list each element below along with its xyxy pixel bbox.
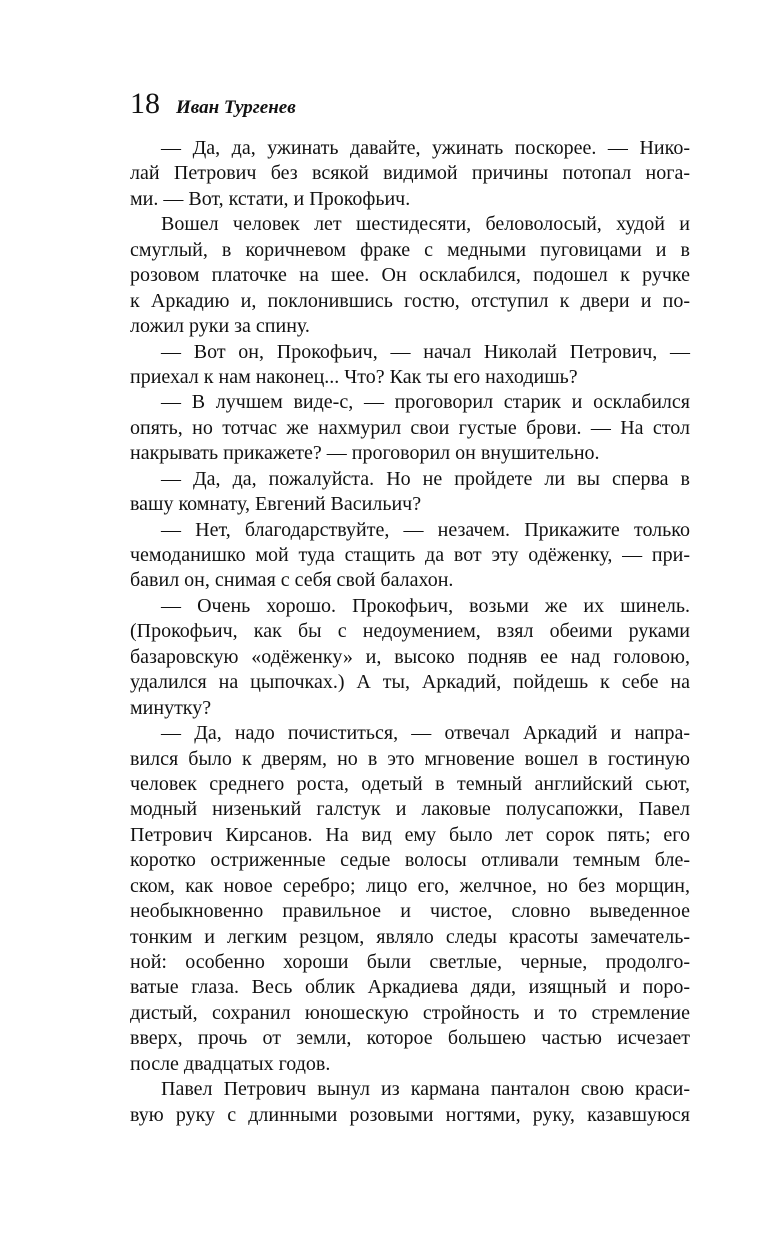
- text-line: тонким и легким резцом, являло следы красоты замечатель-: [130, 925, 690, 948]
- text-line: — Нет, благодарствуйте, — незачем. Прикажите только: [161, 518, 690, 541]
- text-line: — Вот он, Прокофьич, — начал Николай Петрович, —: [161, 340, 690, 363]
- text-line: необыкновенно правильное и чистое, словно выведенное: [130, 900, 690, 923]
- text-line: — Очень хорошо. Прокофьич, возьми же их шинель.: [161, 594, 690, 617]
- text-line: Петрович Кирсанов. На вид ему было лет сорок пять; его: [130, 823, 690, 846]
- running-title: Иван Тургенев: [176, 97, 296, 118]
- page-header: [130, 84, 296, 124]
- text-line: к Аркадию и, поклонившись гостю, отступил к двери и по-: [130, 289, 690, 312]
- text-line: чемоданишко мой туда стащить да вот эту одёженку, — при-: [130, 544, 690, 566]
- text-line: — Да, надо почиститься, — отвечал Аркадий и напра-: [161, 722, 690, 745]
- text-line: модный низенький галстук и лаковые полусапожки, Павел: [130, 798, 690, 821]
- text-line: вился было к дверям, но в это мгновение вошел в гостиную: [130, 747, 690, 770]
- text-line: человек среднего роста, одетый в темный английский сьют,: [130, 772, 690, 795]
- text-line: — Да, да, ужинать давайте, ужинать поскорее. — Нико-: [161, 137, 690, 159]
- text-line: минутку?: [130, 696, 212, 719]
- text-line: базаровскую «одёженку» и, высоко подняв ее над головою,: [130, 645, 690, 668]
- text-line: вашу комнату, Евгений Васильич?: [130, 493, 422, 516]
- text-line: Вошел человек лет шестидесяти, беловолосый, худой и: [161, 213, 690, 236]
- text-line: ной: особенно хороши были светлые, черные, продолго-: [130, 951, 690, 973]
- text-line: розовом платочке на шее. Он осклабился, подошел к ручке: [130, 264, 690, 287]
- page-number: 18: [130, 87, 160, 120]
- text-line: — В лучшем виде-с, — проговорил старик и осклабился: [161, 391, 690, 414]
- text-line: Павел Петрович вынул из кармана панталон свою краси-: [161, 1078, 690, 1101]
- text-line: после двадцатых годов.: [130, 1052, 331, 1075]
- text-line: ватые глаза. Весь облик Аркадиева дяди, изящный и поро-: [130, 976, 690, 999]
- text-line: смуглый, в коричневом фраке с медными пуговицами и в: [130, 238, 690, 261]
- text-line: вверх, прочь от земли, которое большею частью исчезает: [130, 1027, 690, 1050]
- text-line: бавил он, снимая с себя свой балахон.: [130, 569, 454, 592]
- text-line: лай Петрович без всякой видимой причины потопал нога-: [130, 162, 690, 185]
- text-line: накрывать прикажете? — проговорил он внушительно.: [130, 442, 600, 465]
- text-line: удалился на цыпочках.) А ты, Аркадий, пойдешь к себе на: [130, 671, 690, 694]
- text-line: ском, как новое серебро; лицо его, желчное, но без морщин,: [130, 874, 690, 897]
- text-line: вую руку с длинными розовыми ногтями, руку, казавшуюся: [130, 1103, 690, 1126]
- text-line: ми. — Вот, кстати, и Прокофьич.: [130, 187, 411, 210]
- text-line: (Прокофьич, как бы с недоумением, взял обеими руками: [130, 620, 690, 643]
- text-line: — Да, да, пожалуйста. Но не пройдете ли вы сперва в: [161, 467, 690, 490]
- text-line: дистый, сохранил юношескую стройность и то стремление: [130, 1001, 690, 1024]
- text-line: ложил руки за спину.: [130, 315, 310, 338]
- text-line: опять, но тотчас же нахмурил свои густые брови. — На стол: [130, 416, 690, 439]
- text-line: приехал к нам наконец... Что? Как ты его находишь?: [130, 365, 578, 388]
- body-text: [130, 136, 690, 1128]
- text-line: коротко остриженные седые волосы отливали темным бле-: [130, 849, 690, 872]
